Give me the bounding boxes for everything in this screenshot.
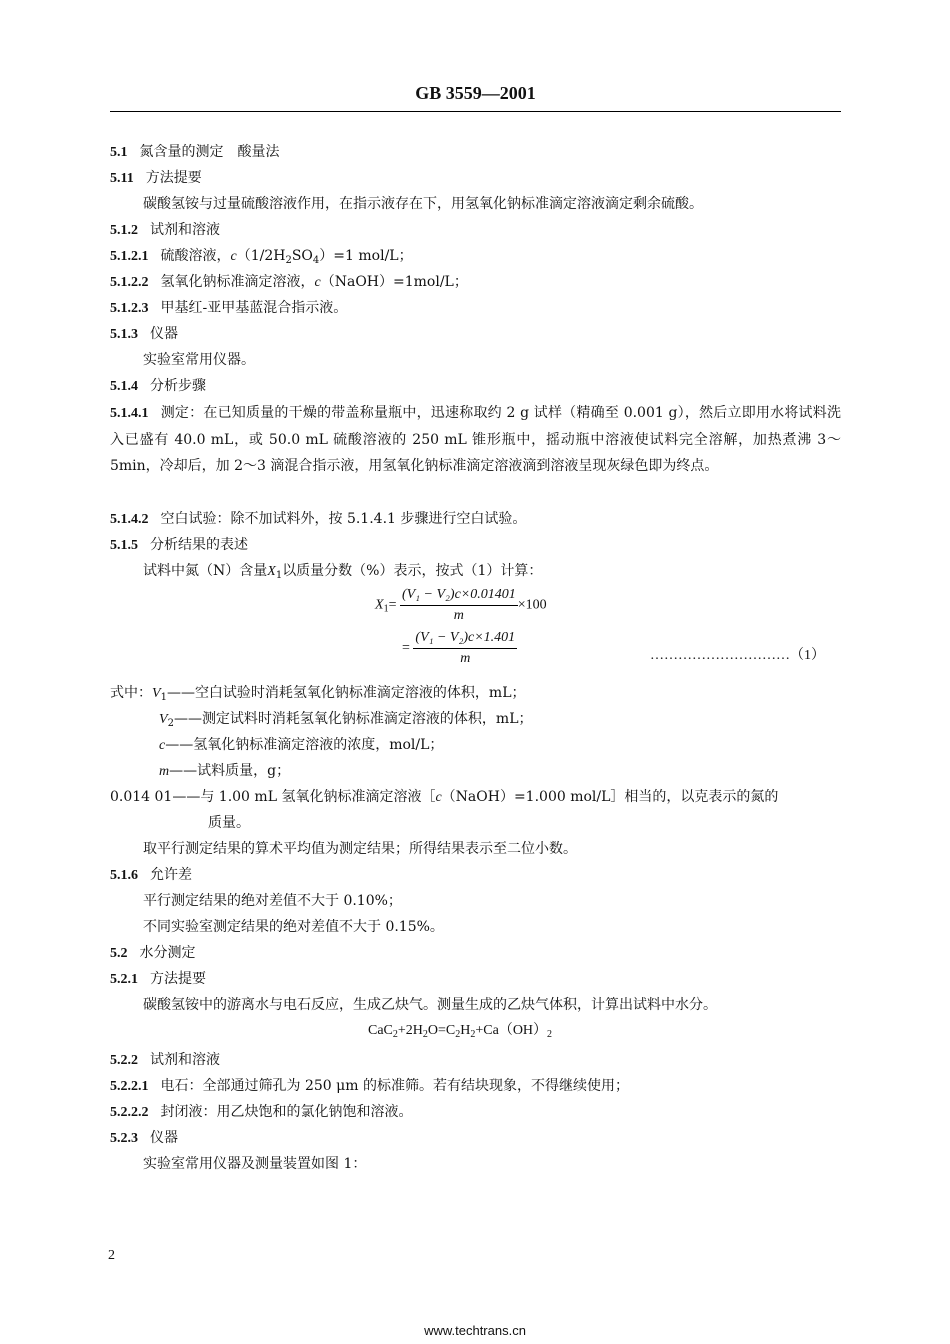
- section-5-2-3: 5.2.3 仪器: [110, 1130, 178, 1146]
- section-5-1-4: 5.1.4 分析步骤: [110, 378, 206, 394]
- section-5-1-5: 5.1.5 分析结果的表述: [110, 537, 248, 553]
- section-5-2-2-2: 5.2.2.2 封闭液：用乙炔饱和的氯化钠饱和溶液。: [110, 1104, 413, 1120]
- formula-number: …………………………（1）: [650, 648, 825, 663]
- reaction-equation: $CaC_2+2H_2O=C_2H_2+Ca(OH)_2$: [368, 1023, 553, 1040]
- tolerance-parallel: 平行测定结果的绝对差值不大于 0.10%；: [143, 893, 402, 909]
- section-5-2: 5.2 水分测定: [110, 945, 196, 961]
- fraction-1: $\frac{\text{(V₁ − V₂)c×0.01401}}{m}$: [401, 587, 516, 623]
- standard-header: GB 3559—2001: [415, 83, 536, 103]
- section-5-1-3: 5.1.3 仪器: [110, 326, 178, 342]
- section-5-1-4-1: 5.1.4.1 测定：在已知质量的干燥的带盖称量瓶中，迅速称取约 2 g 试样（精确至 0.001 g），然后立即用水将试料洗入已盛有 40.0 mL，或 50.0 mL 硫酸溶液的 250 mL 锥形瓶中，摇动瓶中溶液使试料完全溶解，加热煮沸 3～5min，冷却后，加 2～3 滴混合指示液，用氢氧化钠标准滴定溶液滴到溶液呈现灰绿色即为终点。: [110, 405, 841, 474]
- paragraph-result-rule: 取平行测定结果的算术平均值为测定结果；所得结果表示至二位小数。: [143, 841, 577, 857]
- footer-url: www.techtrans.cn: [424, 1323, 526, 1338]
- where-m: m——试料质量，g；: [159, 763, 291, 779]
- formula-line-1: $X_1=$ $\frac{\text{(V₁ − V₂)c×0.01401}}{m}$ ×100: [375, 587, 547, 623]
- where-v2: $V_2——$测定试料时消耗氢氧化钠标准滴定溶液的体积，mL；: [159, 711, 533, 729]
- section-5-1: 5.1 氮含量的测定 酸量法: [110, 144, 280, 160]
- paragraph-instruments: 实验室常用仪器。: [143, 352, 255, 368]
- section-5-2-1: 5.2.1 方法提要: [110, 971, 206, 987]
- section-5-1-2-2: 5.1.2.2 氢氧化钠标准滴定溶液，c（NaOH）=1mol/L；: [110, 274, 468, 290]
- section-5-1-2-1: 5.1.2.1 硫酸溶液，$c(1/2H_2SO_4)=1$ mol/L；: [110, 248, 413, 266]
- paragraph-apparatus: 实验室常用仪器及测量装置如图 1：: [143, 1156, 367, 1172]
- section-5-11: 5.11 方法提要: [110, 170, 202, 186]
- section-5-2-2: 5.2.2 试剂和溶液: [110, 1052, 220, 1068]
- where-constant-cont: 质量。: [208, 815, 250, 831]
- tolerance-interlab: 不同实验室测定结果的绝对差值不大于 0.15%。: [143, 919, 444, 935]
- section-5-1-4-2: 5.1.4.2 空白试验：除不加试料外，按 5.1.4.1 步骤进行空白试验。: [110, 511, 527, 527]
- page-number: 2: [108, 1248, 115, 1263]
- section-5-1-2-3: 5.1.2.3 甲基红-亚甲基蓝混合指示液。: [110, 300, 348, 316]
- formula-line-2: = $\frac{\text{(V₁ − V₂)c×1.401}}{m}$: [402, 630, 516, 666]
- paragraph-method-summary: 碳酸氢铵与过量硫酸溶液作用，在指示液存在下，用氢氧化钠标准滴定溶液滴定剩余硫酸。: [143, 196, 703, 212]
- paragraph-formula-intro: 试料中氮（N）含量$X_1$以质量分数（%）表示，按式（1）计算：: [143, 563, 543, 581]
- where-c: c——氢氧化钠标准滴定溶液的浓度，mol/L；: [159, 737, 444, 753]
- section-5-1-6: 5.1.6 允许差: [110, 867, 192, 883]
- where-constant: 0.014 01——与 1.00 mL 氢氧化钠标准滴定溶液［c（NaOH）=1.000 mol/L］相当的，以克表示的氮的: [110, 789, 779, 805]
- section-5-1-2: 5.1.2 试剂和溶液: [110, 222, 220, 238]
- paragraph-water-method: 碳酸氢铵中的游离水与电石反应，生成乙炔气。测量生成的乙炔气体积，计算出试料中水分。: [143, 997, 717, 1013]
- header-rule: [110, 111, 841, 112]
- where-v1: 式中：$V_1——$空白试验时消耗氢氧化钠标准滴定溶液的体积，mL；: [110, 685, 526, 703]
- fraction-2: $\frac{\text{(V₁ − V₂)c×1.401}}{m}$: [415, 630, 516, 666]
- section-5-2-2-1: 5.2.2.1 电石：全部通过筛孔为 250 μm 的标准筛。若有结块现象，不得继续使用；: [110, 1078, 629, 1094]
